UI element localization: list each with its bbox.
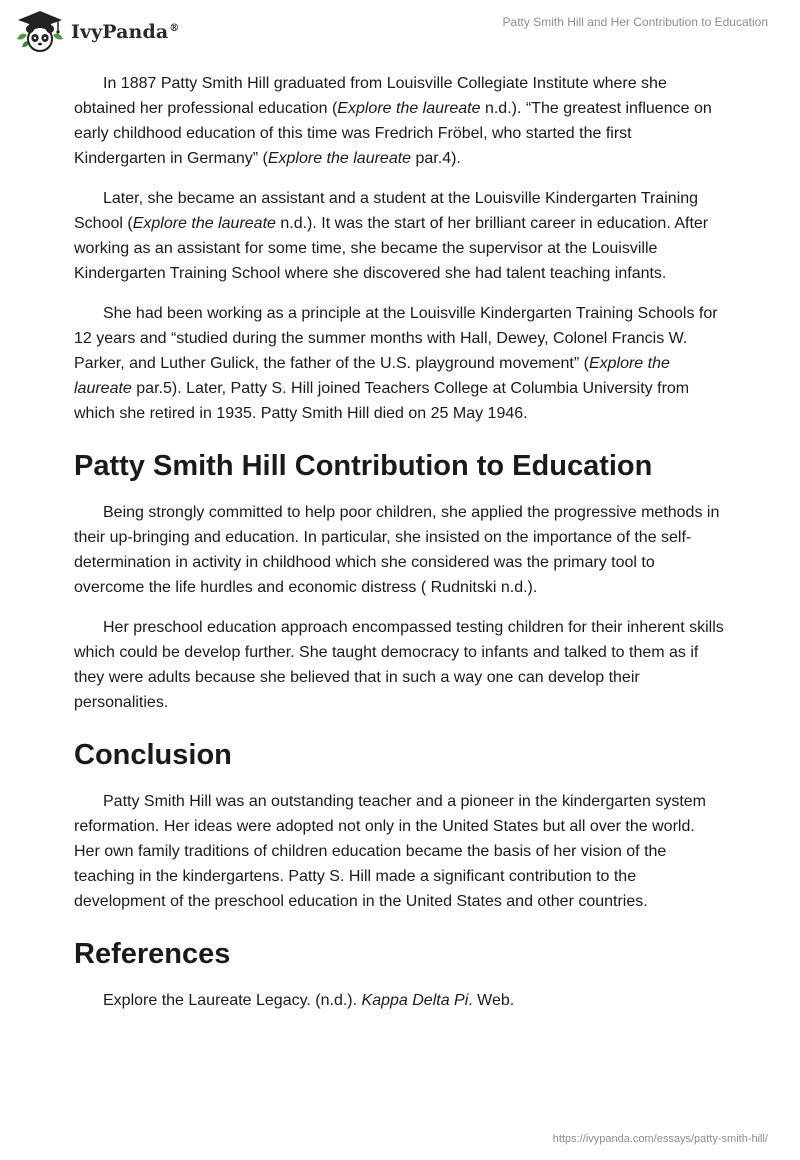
paragraph: Being strongly committed to help poor children, she applied the progressive methods in their up-bringing and education. In particular, she insisted on the importance of the self-determination in activity in childhood which she considered was the primary tool to overcome the life hurdles and economic distress ( Rudnitski n.d.). (74, 504, 720, 596)
paragraph: Her preschool education approach encompassed testing children for their inherent skills which could be develop further. She taught democracy to infants and talked to them as if they were adults because she believed that in such a way one can develop their personalities. (74, 619, 724, 711)
logo-text (71, 21, 179, 43)
page-header (0, 0, 800, 62)
section-heading-references: References (74, 938, 231, 970)
paragraph: She had been working as a principle at the Louisville Kindergarten Training Schools for 12 years and “studied during the summer months with Hall, Dewey, Colonel Francis W. Parker, and Luther Gulick, the father of the U.S. playground movement” (Explore the laureate par.5). Later, Patty S. Hill joined Teachers College at Columbia University from which she retired in 1935. Patty Smith Hill died on 25 May 1946. (74, 305, 718, 422)
essay-body (74, 71, 724, 1028)
section-heading-contribution: Patty Smith Hill Contribution to Education (74, 450, 653, 482)
paragraph: Later, she became an assistant and a student at the Louisville Kindergarten Training School (Explore the laureate n.d.). It was the start of her brilliant career in education. After working as an assistant for some time, she became the supervisor at the Louisville Kindergarten Training School where she discovered she had talent teaching infants. (74, 190, 709, 282)
paragraph: In 1887 Patty Smith Hill graduated from Louisville Collegiate Institute where she obtained her professional education (Explore the laureate n.d.). “The greatest influence on early childhood education of this time was Fredrich Fröbel, who started the first Kindergarten in Germany” (Explore the laureate par.4). (74, 75, 712, 167)
paragraph: Patty Smith Hill was an outstanding teacher and a pioneer in the kindergarten system reformation. Her ideas were adopted not only in the United States but all over the world. Her own family traditions of children education became the basis of her vision of the teaching in the kindergartens. Patty S. Hill made a significant contribution to the development of the preschool education in the United States and other countries. (74, 793, 706, 910)
registered-mark: ® (169, 22, 180, 34)
logo-wordmark: IvyPanda (71, 21, 169, 43)
reference-entry: Explore the Laureate Legacy. (n.d.). Kappa Delta Pi. Web. (103, 992, 515, 1009)
source-url[interactable]: https://ivypanda.com/essays/patty-smith-hill/ (552, 1133, 768, 1145)
panda-graduate-icon (14, 9, 66, 53)
document-title: Patty Smith Hill and Her Contribution to Education (502, 15, 768, 29)
section-heading-conclusion: Conclusion (74, 739, 232, 771)
ivypanda-logo[interactable] (14, 9, 179, 53)
